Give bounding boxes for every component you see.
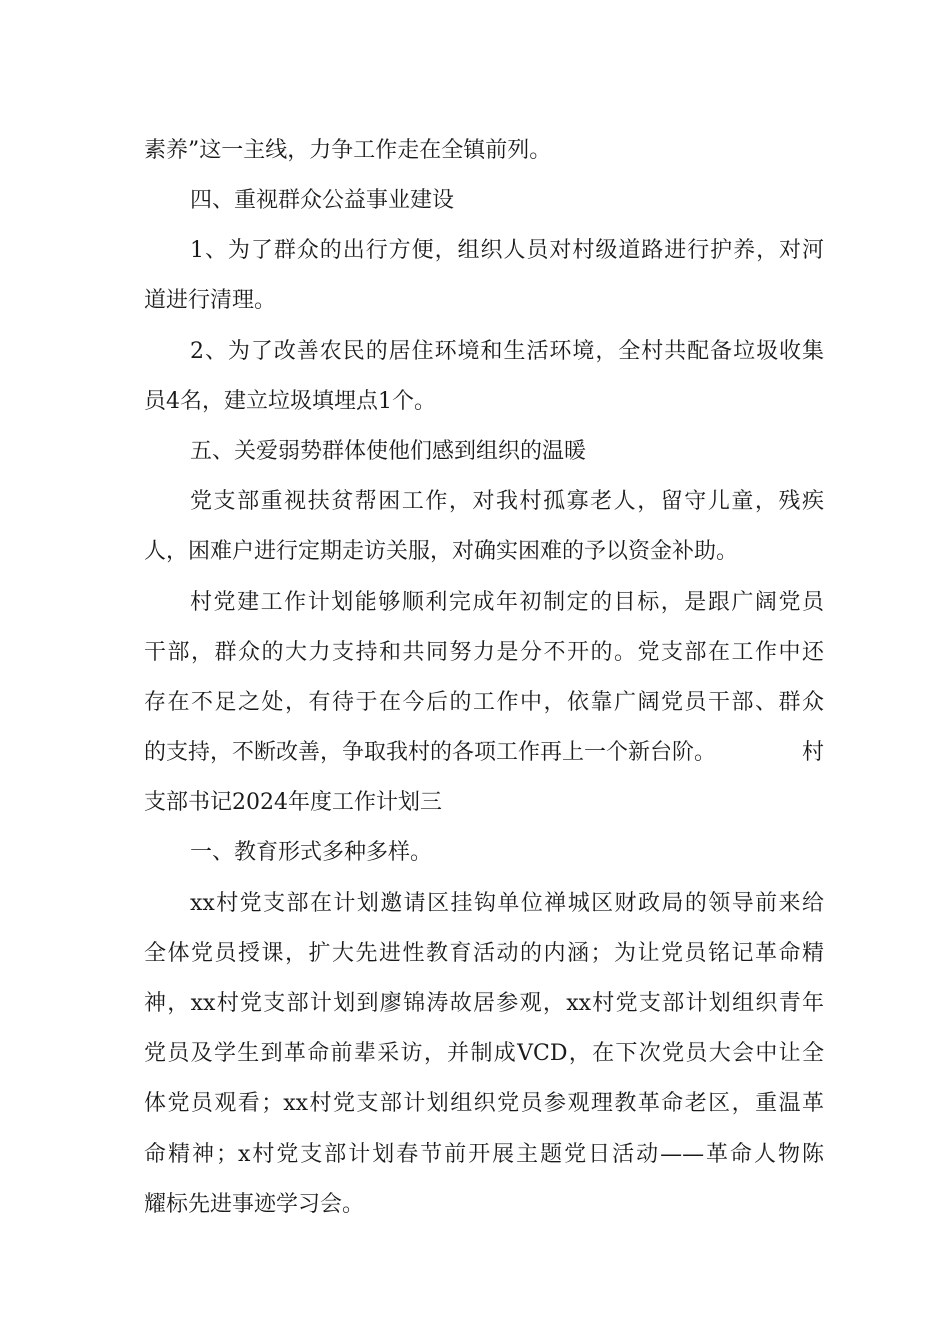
paragraph-line: 道进行清理。 xyxy=(144,288,277,313)
paragraph-line: 素养”这一主线，力争工作走在全镇前列。 xyxy=(144,138,552,163)
plan-title: 支部书记2024年度工作计划三 xyxy=(144,790,442,815)
paragraph-line: 员4名，建立垃圾填埋点1个。 xyxy=(144,389,436,414)
paragraph-line: xx村党支部在计划邀请区挂钩单位禅城区财政局的领导前来给 xyxy=(190,891,824,916)
paragraph-line: 党支部重视扶贫帮困工作，对我村孤寡老人，留守儿童，残疾 xyxy=(190,489,824,514)
paragraph-line: 存在不足之处，有待于在今后的工作中，依靠广阔党员干部、群众 xyxy=(144,690,824,715)
paragraph-line: 村党建工作计划能够顺利完成年初制定的目标，是跟广阔党员 xyxy=(190,590,824,615)
paragraph-line: 2、为了改善农民的居住环境和生活环境，全村共配备垃圾收集 xyxy=(190,339,824,364)
paragraph-line: 神，xx村党支部计划到廖锦涛故居参观，xx村党支部计划组织青年 xyxy=(144,991,824,1016)
section-heading: 一、教育形式多种多样。 xyxy=(190,840,433,865)
paragraph-line: 全体党员授课，扩大先进性教育活动的内涵；为让党员铭记革命精 xyxy=(144,941,824,966)
section-heading: 五、关爱弱势群体使他们感到组织的温暖 xyxy=(190,439,587,464)
paragraph-text-tail: 村 xyxy=(801,740,824,765)
paragraph-line: 人，困难户进行定期走访关服，对确实困难的予以资金补助。 xyxy=(144,539,739,564)
paragraph-line: 耀标先进事迹学习会。 xyxy=(144,1192,365,1217)
paragraph-line: 1、为了群众的出行方便，组织人员对村级道路进行护养，对河 xyxy=(190,238,824,263)
section-heading: 四、重视群众公益事业建设 xyxy=(190,188,455,213)
paragraph-line: 体党员观看；xx村党支部计划组织党员参观理教革命老区，重温革 xyxy=(144,1091,824,1116)
paragraph-text: 的支持，不断改善，争取我村的各项工作再上一个新台阶。 xyxy=(144,740,717,765)
paragraph-line: 命精神；x村党支部计划春节前开展主题党日活动——革命人物陈 xyxy=(144,1142,824,1167)
paragraph-line xyxy=(144,738,824,768)
paragraph-line: 党员及学生到革命前辈采访，并制成VCD，在下次党员大会中让全 xyxy=(144,1041,824,1066)
paragraph-line: 干部，群众的大力支持和共同努力是分不开的。党支部在工作中还 xyxy=(144,640,824,665)
